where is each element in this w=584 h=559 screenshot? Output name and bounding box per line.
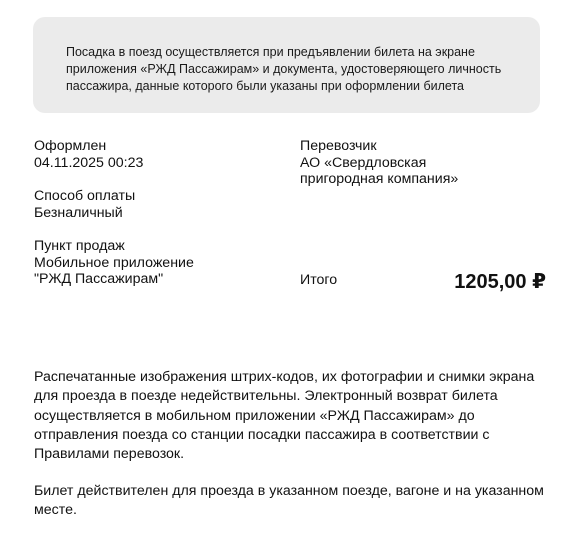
carrier-field [300,138,458,188]
payment-label: Способ оплаты [34,188,136,204]
total-label: Итого [300,272,338,288]
carrier-value-line-1: АО «Свердловская [300,154,427,171]
issued-value: 04.11.2025 00:23 [34,154,144,171]
payment-value: Безналичный [34,204,123,221]
total-value: 1205,00 ₽ [454,271,546,293]
issued-label: Оформлен [34,138,107,154]
payment-field [34,188,135,221]
carrier-value-line-2: пригородная компания» [300,171,459,187]
ticket-validity-paragraph: Билет действителен для проезда в указанном поезде, вагоне и на указанном месте. [34,483,544,519]
boarding-notice [33,17,540,113]
sale-point-value-line-1: Мобильное приложение [34,254,194,271]
sale-point-value-line-2: "РЖД Пассажирам" [34,271,164,287]
sale-point-label: Пункт продаж [34,238,125,254]
boarding-notice-text: Посадка в поезд осуществляется при предъявлении билета на экране приложения «РЖД Пассажирам» и документа, удостоверяющего личность пассажира, данные которого были указаны при оформлении билета [66,45,502,93]
issued-field [34,138,143,171]
barcode-validity-paragraph: Распечатанные изображения штрих-кодов, их фотографии и снимки экрана для проезда в поезде недействительны. Электронный возврат билета осуществляется в мобильном приложении «РЖД Пассажирам» до отправления поезда со станции посадки пассажира в соответствии с Правилами перевозок. [34,369,535,463]
sale-point-field [34,238,194,288]
carrier-label: Перевозчик [300,138,377,154]
